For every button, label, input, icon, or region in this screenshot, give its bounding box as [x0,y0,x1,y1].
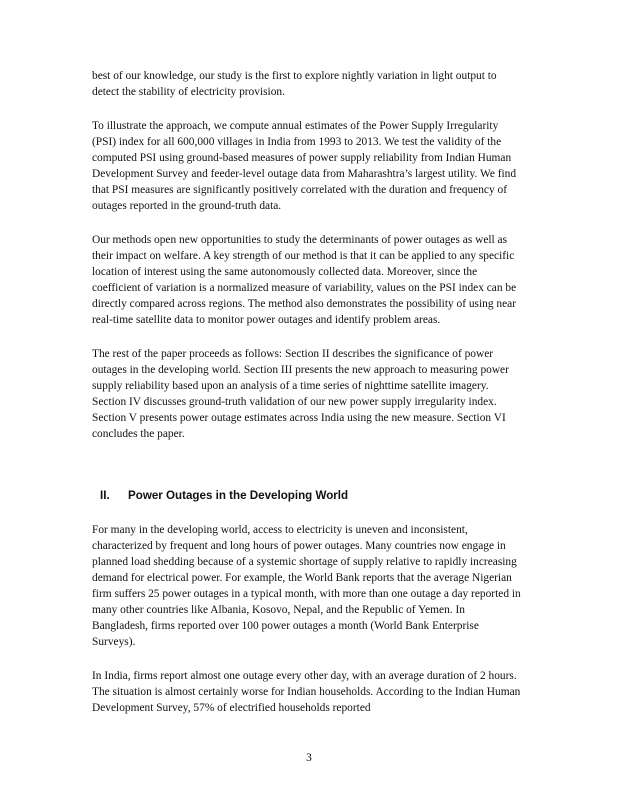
paragraph-intro-end: best of our knowledge, our study is the first to explore nightly variation in light output to detect the stability of electricity provision. [92,70,497,98]
section-number: II. [100,489,110,502]
paragraph-opportunities: Our methods open new opportunities to study the determinants of power outages as well as their impact on welfare. A key strength of our method is that it can be applied to any specific location of interest using the same autonomously collected data. Moreover, since the coefficient of variation is a normalized measure of variability, values on the PSI index can be directly compared across regions. The method also demonstrates the possibility of using near real-time satellite data to monitor power outages and identify problem areas. [92,234,517,326]
section-heading [92,488,522,504]
section-title: Power Outages in the Developing World [128,489,349,502]
page-body [92,68,522,734]
paragraph-paper-outline: The rest of the paper proceeds as follows: Section II describes the significance of power outages in the developing world. Section III presents the new approach to measuring power supply reliability based upon an analysis of a time series of nighttime satellite imagery. Section IV discusses ground-truth validation of our new power supply irregularity index. Section V presents power outage estimates across India using the new measure. Section VI concludes the paper. [92,348,509,440]
paragraph-india-outages: In India, firms report almost one outage every other day, with an average duration of 2 hours. The situation is almost certainly worse for Indian households. According to the Indian Human Development Survey, 57% of electrified households reported [92,670,521,714]
paragraph-psi-approach: To illustrate the approach, we compute annual estimates of the Power Supply Irregularity (PSI) index for all 600,000 villages in India from 1993 to 2013. We test the validity of the computed PSI using ground-based measures of power supply reliability from Indian Human Development Survey and feeder-level outage data from Maharashtra’s largest utility. We find that PSI measures are significantly positively correlated with the duration and frequency of outages reported in the ground-truth data. [92,120,517,212]
page-number: 3 [306,752,312,764]
paragraph-developing-world: For many in the developing world, access to electricity is uneven and inconsistent, characterized by frequent and long hours of power outages. Many countries now engage in planned load shedding because of a systemic shortage of supply relative to rapidly increasing demand for electrical power. For example, the World Bank reports that the average Nigerian firm suffers 25 power outages in a typical month, with more than one outage a day reported in many other countries like Albania, Kosovo, Nepal, and the Republic of Yemen. In Bangladesh, firms reported over 100 power outages a month (World Bank Enterprise Surveys). [92,524,521,648]
